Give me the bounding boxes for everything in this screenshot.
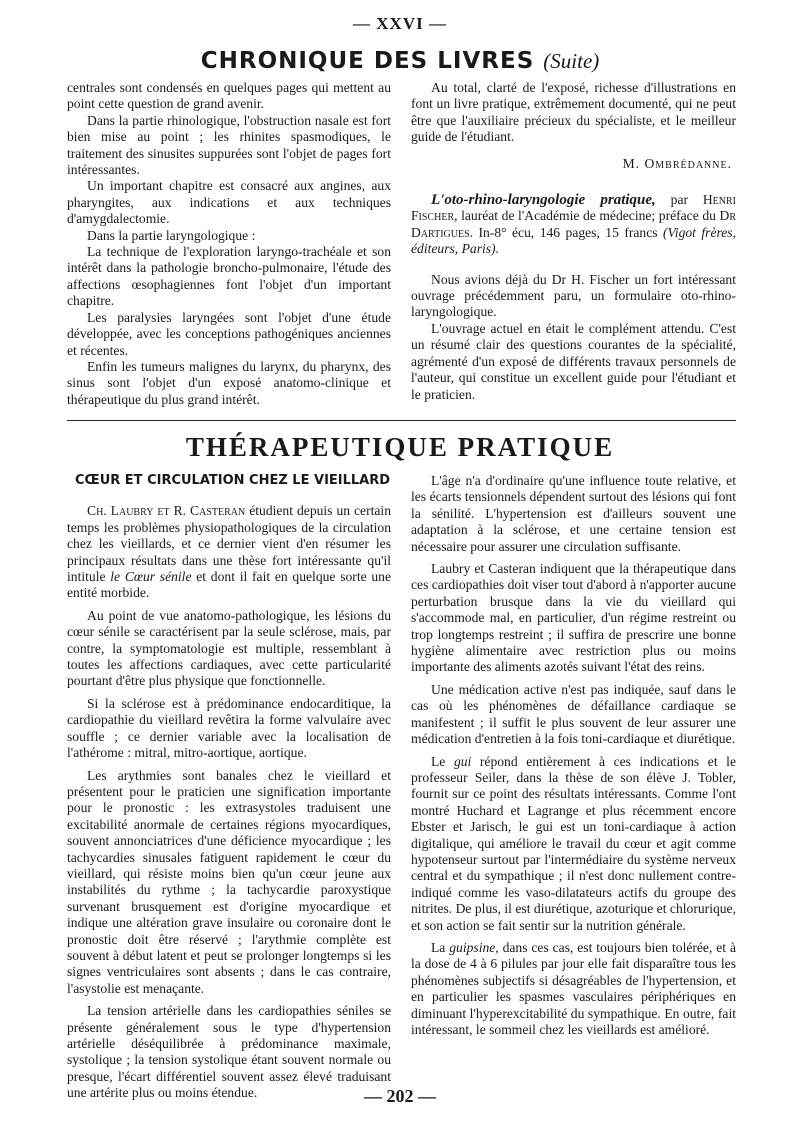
- book-details-1: lauréat de l'Académie de médecine; préface du: [461, 208, 716, 224]
- paragraph: Si la sclérose est à prédominance endocarditique, la cardiopathie du vieillard revêtira la forme valvulaire avec souffle ; ce dernier variable avec la localisation de l'athérome : mitral, mitro-aortique, aortique.: [67, 695, 391, 761]
- text-run: étudient depuis un certain temps les problèmes physiopathologiques de la circulation chez les vieillards, et ce dernier vient d'en résumer les principaux résultats dans une thèse fort intéressante qu'il intitule: [67, 503, 392, 585]
- paragraph: Au point de vue anatomo-pathologique, les lésions du cœur sénile se caractérisent par la seule sclérose, mais, par contre, la symptomatologie est multiple, ressemblant à toutes les affections cardiaques, avec cette particularité pourtant d'être plus physique que fonctionnelle.: [67, 607, 391, 689]
- paragraph: Une médication active n'est pas indiquée, sauf dans le cas où les phénomènes de défaillance cardiaque se manifestent ; il suffit le plus souvent de leur assurer une médication d'entretien à la fois toni-cardiaque et diurétique.: [411, 681, 736, 747]
- article-subtitle: CŒUR ET CIRCULATION CHEZ LE VIEILLARD: [75, 473, 391, 488]
- section-divider: [67, 420, 736, 421]
- paragraph: Les arythmies sont banales chez le vieillard et présentent pour le praticien une signification importante pour le pronostic : les extrasystoles traduisent une excitabilité anormale de certaines régions myocardiques, souvent annonciatrices d'une déficience myocardique ; les tachycardies sinusales fatiguent rapidement le cœur du vieillard, qui résiste moins bien qu'un cœur jeune aux instabilités du rythme ; la tachycardie paroxystique survenant brusquement est d'origine myocardique et indique une altération grave insulaire ou coronaire dont le pronostic doit être réservé ; l'arythmie complète est souvent à début latent et peut se prolonger longtemps si les signes ventriculaires sont absents ; dans le cas contraire, l'asystolie est menaçante.: [67, 767, 391, 996]
- chronique-right-column: [411, 80, 736, 403]
- book-author: Henri Fischer,: [411, 192, 736, 224]
- paragraph: centrales sont condensés en quelques pages qui mettent au point cette question de grand avenir.: [67, 80, 391, 112]
- preface-author: Dr Dartigues.: [411, 208, 736, 240]
- chronique-title-text: CHRONIQUE DES LIVRES: [200, 48, 535, 74]
- paragraph: Nous avions déjà du Dr H. Fischer un fort intéressant ouvrage précédemment paru, un formulaire oto-rhino-laryngologique.: [411, 271, 736, 320]
- bottom-page-number: — 202 —: [364, 1086, 436, 1106]
- article-authors: Ch. Laubry et R. Casteran: [87, 503, 246, 519]
- therapeutique-right-column: [411, 473, 736, 1038]
- by-word: par: [670, 192, 688, 208]
- chronique-title-suite: (Suite): [543, 49, 600, 73]
- chronique-left-column: [67, 80, 391, 408]
- paragraph: [411, 940, 736, 1038]
- paragraph: Dans la partie laryngologique :: [87, 227, 256, 243]
- signature: [411, 156, 736, 172]
- paragraph: Laubry et Casteran indiquent que la thérapeutique dans ces cardiopathies doit viser tout d'abord à n'apporter aucune perturbation brusque dans la vie du vieillard qui s'accommode mal, en particulier, d'un régime restreint ou trop longtemps restreint ; il suffira de prescrire une bonne hygiène alimentaire avec restriction plus ou moins importante des aliments azotés suivant l'état des reins.: [411, 561, 736, 675]
- paragraph: L'ouvrage actuel en était le complément attendu. C'est un résumé clair des questions courantes de la spécialité, agrémenté d'un exposé de différents travaux personnels de l'auteur, qui constitue un excellent guide pour l'étudiant et le praticien.: [411, 320, 736, 402]
- text-run: et dont il fait en quelque sorte une entité morbide.: [67, 569, 391, 601]
- book-details-2: In-8° écu, 146 pages, 15 francs: [478, 224, 658, 240]
- paragraph: Dans la partie rhinologique, l'obstruction nasale est fort bien mise au point ; les rhinites spasmodiques, le traitement des sinusites suppurées sont l'objet de pages fort intéressantes.: [67, 112, 391, 178]
- guipsine-term: guipsine,: [449, 939, 499, 955]
- paragraph: Un important chapitre est consacré aux angines, aux pharyngites, aux indications et aux techniques d'amygdalectomie.: [67, 178, 391, 227]
- paragraph: L'âge n'a d'ordinaire qu'une influence toute relative, et les écarts tensionnels dépendent surtout des lésions qui font la sénilité. L'hypertension est d'ailleurs souvent une adaptation à la sclérose, et une certaine tension est nécessaire pour assurer une circulation suffisante.: [411, 473, 736, 554]
- thesis-title: le Cœur sénile: [110, 569, 192, 585]
- signature-text: M. Ombrédanne.: [622, 155, 732, 171]
- text-run: répond entièrement à ces indications et le professeur Seiler, dans la thèse de son élève J. Tobler, fournit sur ce point des résultats intéressants. Comme l'ont montré Huchard et Lagrange et plus récemment encore Ebster et Jarisch, le gui est un toni-cardiaque à action digitalique, qui améliore le travail du cœur et agit comme hypotenseur surtout par l'intermédiaire du système nerveux central et du sympathique ; il n'est donc nullement contre-indiqué comme les vaso-dilatateurs actifs du groupe des nitrites. De plus, il est diurétique, azoturique et chlorurique, et son action se fait sentir sur la nutrition générale.: [411, 753, 736, 933]
- paragraph: [411, 754, 736, 934]
- text-run: dans ces cas, est toujours bien tolérée, et à la dose de 4 à 6 pilules par jour elle fait disparaître tous les phénomènes subjectifs si désagréables de l'hypertension, et en particulier les spasmes vasculaires périphériques en diminuant l'hyperexcitabilité du sympathique. En outre, fait intéressant, le sommeil chez les vieillards est amélioré.: [411, 939, 736, 1037]
- top-page-number: — XXVI —: [353, 14, 447, 33]
- gui-term: gui: [453, 753, 472, 769]
- paragraph: Enfin les tumeurs malignes du larynx, du pharynx, des sinus sont l'objet d'un exposé anatomo-clinique et thérapeutique du plus grand intérêt.: [67, 358, 391, 407]
- paragraph: La tension artérielle dans les cardiopathies séniles se présente généralement sous le type d'hypertension artérielle déséquilibrée à prédominance maximale, systolique ; la tension systolique étant souvent normale ou presque, l'écart différentiel souvent assez élevé traduisant une artérite plus ou moins étendue.: [67, 1003, 391, 1101]
- paragraph: [67, 503, 391, 601]
- paragraph: Les paralysies laryngées sont l'objet d'une étude développée, avec les conceptions pathogéniques anciennes et récentes.: [67, 309, 391, 358]
- book-publisher: (Vigot frères, éditeurs, Paris).: [411, 224, 736, 257]
- paragraph: Au total, clarté de l'exposé, richesse d'illustrations en font un livre pratique, extrêmement documenté, qui ne peut être que l'auxiliaire précieux du spécialiste, et le meilleur guide de l'étudiant.: [411, 80, 736, 145]
- text-run: La: [431, 939, 446, 955]
- chronique-title: [0, 48, 800, 74]
- therapeutique-left-column: [67, 473, 391, 1102]
- book-title: L'oto-rhino-laryngologie pratique,: [431, 192, 656, 209]
- book-review-heading: [411, 192, 736, 258]
- therapeutique-title: THÉRAPEUTIQUE PRATIQUE: [185, 432, 615, 462]
- text-run: Le: [431, 753, 446, 769]
- paragraph: La technique de l'exploration laryngo-trachéale et son intérêt dans la pathologie broncho-pulmonaire, l'étude des affections œsophagiennes font l'objet d'un important chapitre.: [67, 244, 391, 309]
